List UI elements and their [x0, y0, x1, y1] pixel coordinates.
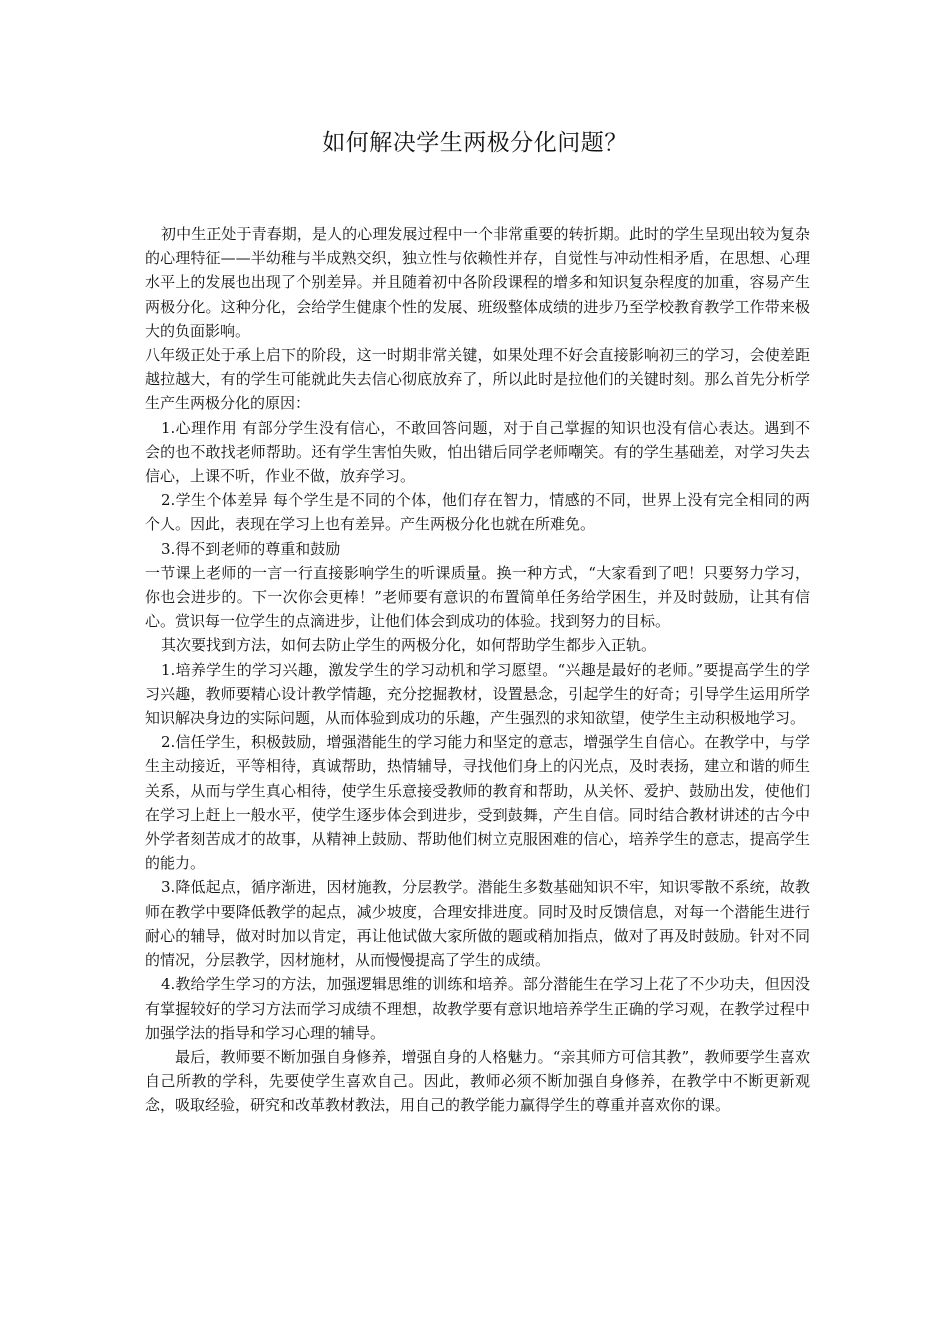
paragraph-method-3: 3.降低起点，循序渐进，因材施教，分层教学。潜能生多数基础知识不牢，知识零散不系统，故教师在教学中要降低教学的起点，减少坡度，合理安排进度。同时及时反馈信息，对每一个潜能生进行耐心的辅导，做对时加以肯定，再让他试做大家所做的题或稍加指点，做对了再及时鼓励。针对不同的情况，分层教学，因材施材，从而慢慢提高了学生的成绩。 — [145, 878, 810, 970]
paragraph-grade-eight: 八年级正处于承上启下的阶段，这一时期非常关键，如果处理不好会直接影响初三的学习，会使差距越拉越大，有的学生可能就此失去信心彻底放弃了，所以此时是拉他们的关键时刻。那么首先分析学生产生两极分化的原因： — [145, 346, 810, 413]
paragraph-methods-intro: 其次要找到方法，如何去防止学生的两极分化，如何帮助学生都步入正轨。 — [161, 636, 657, 655]
document-body — [145, 222, 810, 1118]
paragraph-intro: 初中生正处于青春期，是人的心理发展过程中一个非常重要的转折期。此时的学生呈现出较为复杂的心理特征——半幼稚与半成熟交织，独立性与依赖性并存，自觉性与冲动性相矛盾，在思想、心理水平上的发展也出现了个别差异。并且随着初中各阶段课程的增多和知识复杂程度的加重，容易产生两极分化。这种分化，会给学生健康个性的发展、班级整体成绩的进步乃至学校教育教学工作带来极大的负面影响。 — [145, 225, 810, 340]
paragraph-cause-3-body: 一节课上老师的一言一行直接影响学生的听课质量。换一种方式，“大家看到了吧！只要努力学习，你也会进步的。下一次你会更棒！”老师要有意识的布置简单任务给学困生，并及时鼓励，让其有信心。赏识每一位学生的点滴进步，让他们体会到成功的体验。找到努力的目标。 — [145, 563, 810, 631]
paragraph-cause-1: 1.心理作用 有部分学生没有信心，不敢回答问题，对于自己掌握的知识也没有信心表达。遇到不会的也不敢找老师帮助。还有学生害怕失败，怕出错后同学老师嘲笑。有的学生基础差，对学习失去信心，上课不听，作业不做，放弃学习。 — [145, 418, 810, 486]
document-title: 如何解决学生两极分化问题？ — [322, 130, 628, 156]
paragraph-method-4: 4.教给学生学习的方法，加强逻辑思维的训练和培养。部分潜能生在学习上花了不少功夫，但因没有掌握较好的学习方法而学习成绩不理想，故教学要有意识地培养学生正确的学习观，在教学过程中加强学法的指导和学习心理的辅导。 — [145, 975, 810, 1042]
paragraph-cause-2: 2.学生个体差异 每个学生是不同的个体，他们存在智力，情感的不同，世界上没有完全相同的两个人。因此，表现在学习上也有差异。产生两极分化也就在所难免。 — [145, 491, 810, 534]
paragraph-conclusion: 最后，教师要不断加强自身修养，增强自身的人格魅力。“亲其师方可信其教”，教师要学生喜欢自己所教的学科，先要使学生喜欢自己。因此，教师必须不断加强自身修养，在教学中不断更新观念，吸取经验，研究和改革教材教法，用自己的教学能力赢得学生的尊重并喜欢你的课。 — [145, 1047, 810, 1115]
paragraph-method-1: 1.培养学生的学习兴趣，激发学生的学习动机和学习愿望。“兴趣是最好的老师。”要提高学生的学习兴趣，教师要精心设计教学情趣，充分挖掘教材，设置悬念，引起学生的好奇；引导学生运用所学知识解决身边的实际问题，从而体验到成功的乐趣，产生强烈的求知欲望，使学生主动积极地学习。 — [145, 660, 810, 728]
paragraph-method-2: 2.信任学生，积极鼓励，增强潜能生的学习能力和坚定的意志，增强学生自信心。在教学中，与学生主动接近，平等相待，真诚帮助，热情辅导，寻找他们身上的闪光点，及时表扬，建立和谐的师生关系，从而与学生真心相待，使学生乐意接受教师的教育和帮助，从关怀、爱护、鼓励出发，使他们在学习上赶上一般水平，使学生逐步体会到进步，受到鼓舞，产生自信。同时结合教材讲述的古今中外学者刻苦成才的故事，从精神上鼓励、帮助他们树立克服困难的信心，培养学生的意志，提高学生的能力。 — [145, 733, 810, 873]
paragraph-cause-3-heading: 3.得不到老师的尊重和鼓励 — [161, 539, 341, 558]
